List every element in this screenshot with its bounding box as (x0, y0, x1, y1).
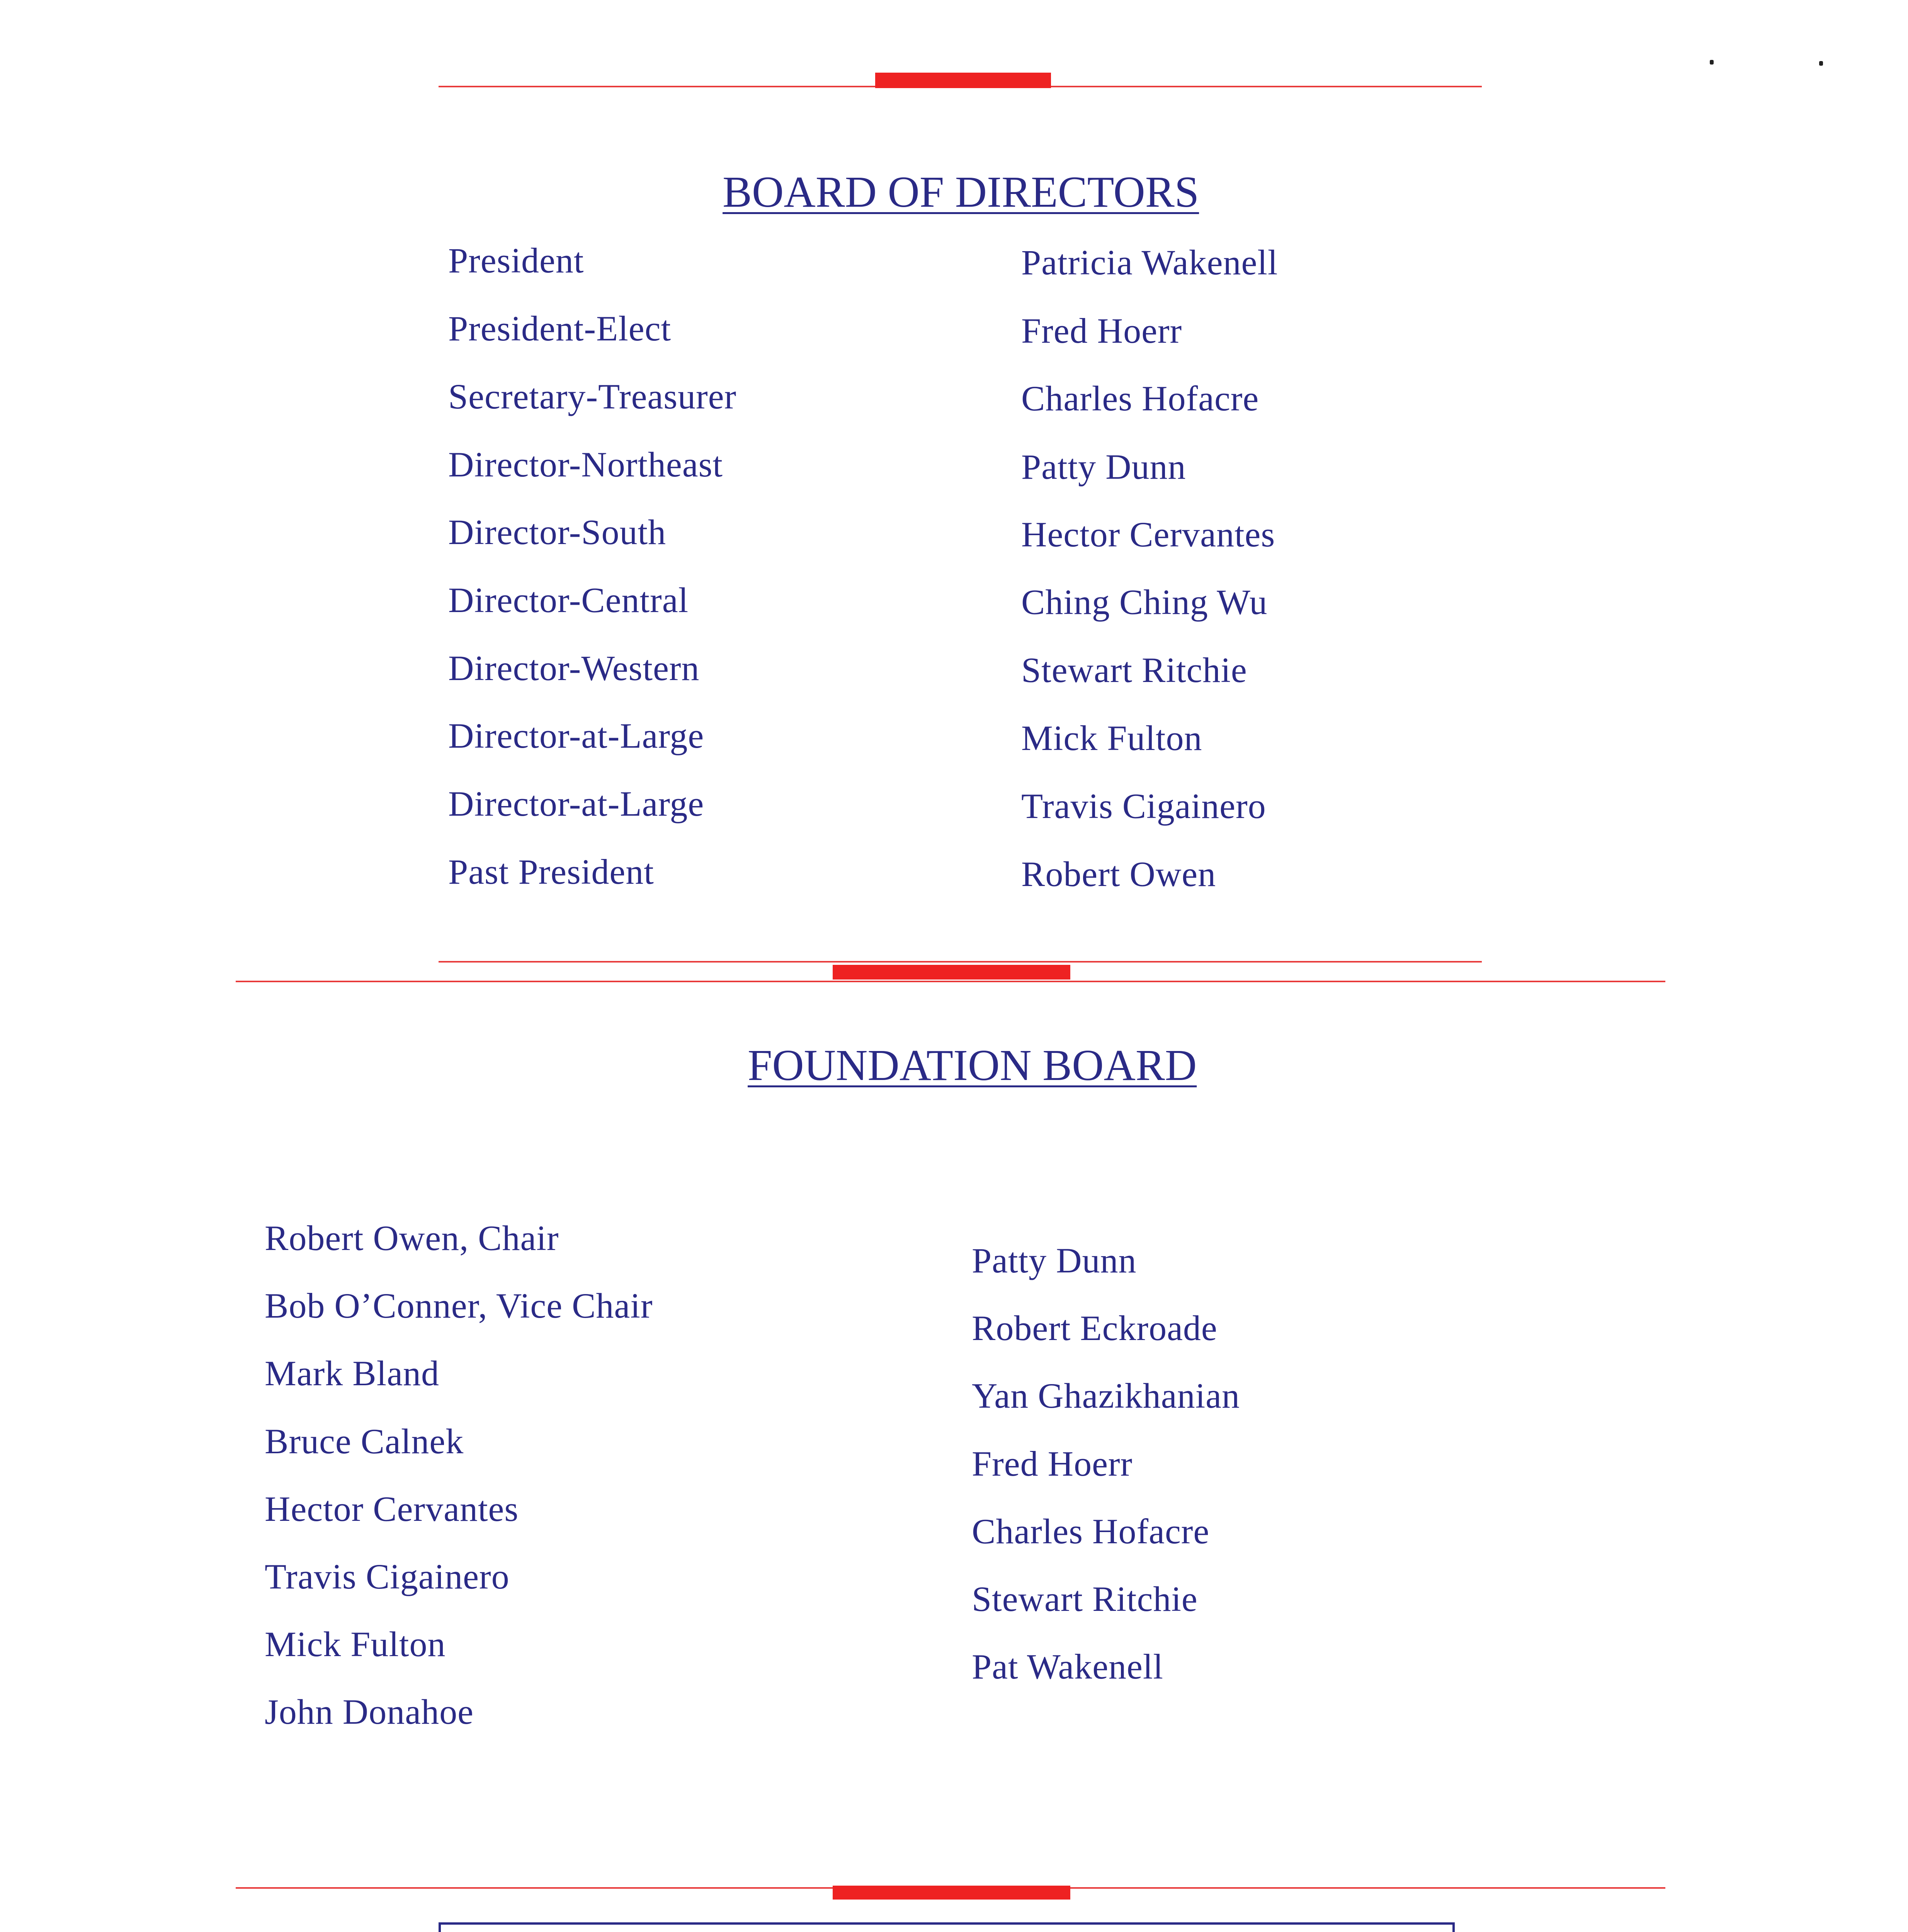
board-member-name: Patty Dunn (1021, 447, 1186, 486)
foundation-member: Stewart Ritchie (972, 1579, 1198, 1619)
board-role: Secretary-Treasurer (448, 377, 737, 416)
foundation-member: Fred Hoerr (972, 1444, 1133, 1483)
foundation-member: Mick Fulton (265, 1624, 446, 1664)
board-member-name: Mick Fulton (1021, 718, 1202, 758)
board-role: Director-South (448, 512, 667, 552)
foundation-member: Bob O’Conner, Vice Chair (265, 1286, 653, 1325)
board-member-name: Stewart Ritchie (1021, 650, 1247, 690)
board-role: Past President (448, 852, 654, 891)
foundation-member: Pat Wakenell (972, 1647, 1163, 1686)
board-role: Director-at-Large (448, 716, 704, 755)
board-member-name: Robert Owen (1021, 854, 1216, 894)
foundation-member: Yan Ghazikhanian (972, 1376, 1240, 1415)
scan-speck (1710, 60, 1714, 65)
foundation-member: Robert Owen, Chair (265, 1218, 559, 1258)
scan-speck (1819, 61, 1823, 66)
foundation-member: Travis Cigainero (265, 1557, 510, 1596)
board-role: Director-Central (448, 580, 689, 620)
board-role: Director-at-Large (448, 784, 704, 823)
board-role: Director-Northeast (448, 445, 723, 484)
board-member-name: Charles Hofacre (1021, 379, 1259, 418)
foundation-member: John Donahoe (265, 1692, 474, 1731)
board-role: President-Elect (448, 309, 672, 348)
board-member-name: Ching Ching Wu (1021, 582, 1268, 622)
board-member-name: Hector Cervantes (1021, 515, 1275, 554)
board-member-name: Fred Hoerr (1021, 311, 1182, 350)
foundation-member: Robert Eckroade (972, 1308, 1218, 1348)
foundation-member: Mark Bland (265, 1354, 440, 1393)
contact-info-box (439, 1922, 1455, 1932)
foundation-member: Bruce Calnek (265, 1422, 464, 1461)
board-member-name: Travis Cigainero (1021, 786, 1266, 826)
foundation-member: Hector Cervantes (265, 1489, 519, 1529)
foundation-board-heading: FOUNDATION BOARD (748, 1041, 1197, 1090)
board-of-directors-heading: BOARD OF DIRECTORS (723, 167, 1199, 216)
board-role: President (448, 241, 584, 280)
foundation-member: Patty Dunn (972, 1241, 1137, 1280)
board-member-name: Patricia Wakenell (1021, 243, 1278, 282)
board-role: Director-Western (448, 648, 700, 688)
foundation-member: Charles Hofacre (972, 1512, 1210, 1551)
